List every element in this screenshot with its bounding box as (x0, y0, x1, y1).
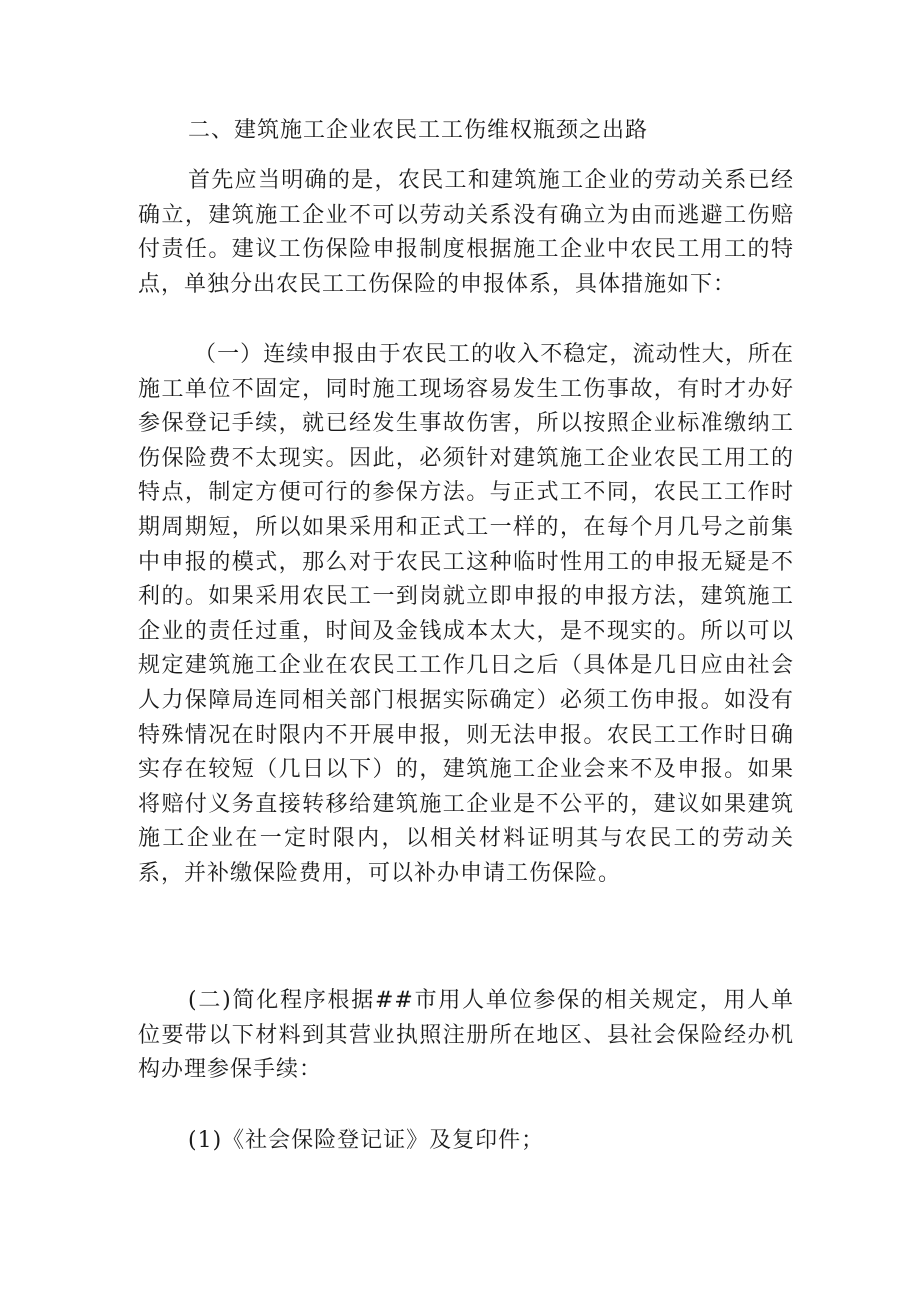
section-heading: 二、建筑施工企业农民工工伤维权瓶颈之出路 (188, 118, 649, 143)
list-item-one: (1)《社会保险登记证》及复印件； (188, 1128, 545, 1153)
item-one-paragraph: （一）连续申报由于农民工的收入不稳定，流动性大，所在施工单位不固定，同时施工现场容易发生工伤事故，有时才办好参保登记手续，就已经发生事故伤害，所以按照企业标准缴纳工伤保险费不太现实。因此，必须针对建筑施工企业农民工用工的特点，制定方便可行的参保方法。与正式工不同，农民工工作时期周期短，所以如果采用和正式工一样的，在每个月几号之前集中申报的模式，那么对于农民工这种临时性用工的申报无疑是不利的。如果采用农民工一到岗就立即申报的申报方法，建筑施工企业的责任过重，时间及金钱成本太大，是不现实的。所以可以规定建筑施工企业在农民工工作几日之后（具体是几日应由社会人力保障局连同相关部门根据实际确定）必须工伤申报。如没有特殊情况在时限内不开展申报，则无法申报。农民工工作时日确实存在较短（几日以下）的，建筑施工企业会来不及申报。如果将赔付义务直接转移给建筑施工企业是不公平的，建议如果建筑施工企业在一定时限内，以相关材料证明其与农民工的劳动关系，并补缴保险费用，可以补办申请工伤保险。 (138, 342, 794, 886)
item-two-paragraph: (二)简化程序根据##市用人单位参保的相关规定，用人单位要带以下材料到其营业执照注册所在地区、县社会保险经办机构办理参保手续： (138, 988, 794, 1083)
intro-paragraph: 首先应当明确的是，农民工和建筑施工企业的劳动关系已经确立，建筑施工企业不可以劳动关系没有确立为由而逃避工伤赔付责任。建议工伤保险申报制度根据施工企业中农民工用工的特点，单独分出农民工工伤保险的申报体系，具体措施如下： (138, 168, 794, 297)
